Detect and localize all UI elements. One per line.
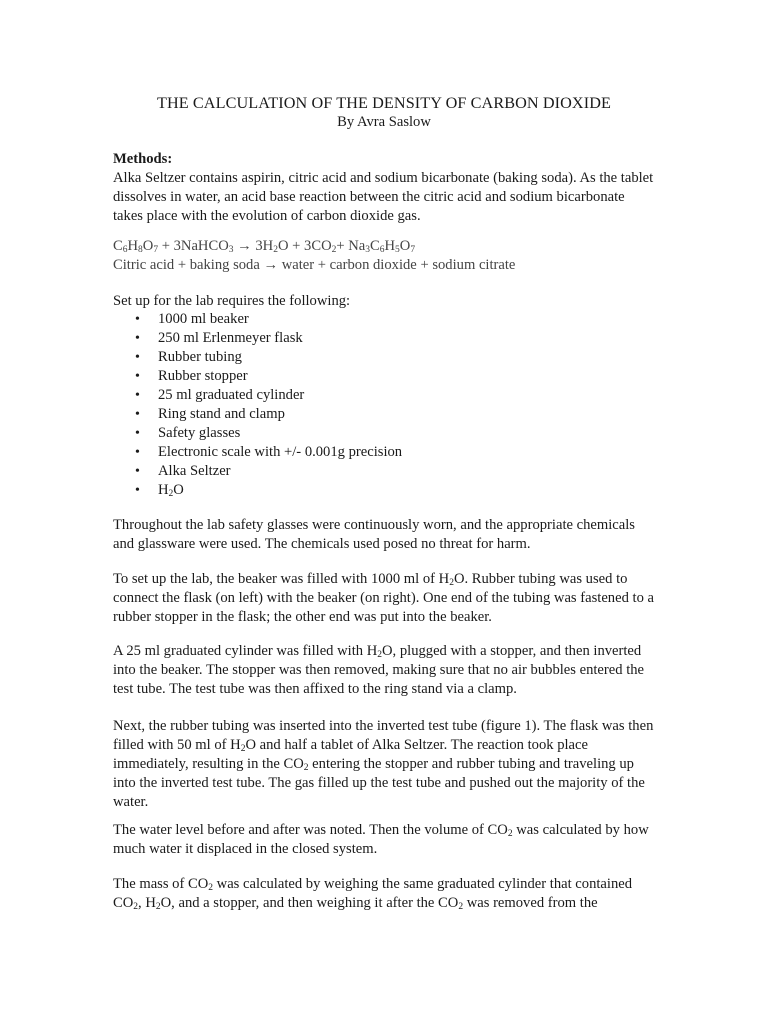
- bullet-icon: •: [135, 426, 140, 441]
- methods-intro-paragraph: Alka Seltzer contains aspirin, citric acid and sodium bicarbonate (baking soda). As the tablet dissolves in water, an acid base reaction between the citric acid and sodium bicarbonate takes place with the evolution of carbon dioxide gas.: [113, 169, 654, 224]
- list-item: • Ring stand and clamp: [135, 406, 285, 422]
- bullet-icon: •: [135, 331, 140, 346]
- bullet-icon: •: [135, 483, 140, 498]
- safety-paragraph: Throughout the lab safety glasses were continuously worn, and the appropriate chemicals and glassware were used. The chemicals used posed no threat for harm.: [113, 517, 635, 552]
- list-item: • $H_2O$: [135, 482, 184, 499]
- chemical-equation: $C_6H_8O_7$ + 3NaHCO$_3$ → $3H_2O + 3CO_2+ Na_3C_6H_5O_7$: [113, 238, 416, 255]
- list-item: • Safety glasses: [135, 425, 241, 441]
- reaction-paragraph: Next, the rubber tubing was inserted into the inverted test tube (figure 1). The flask was then filled with 50 ml of $H_2O$ and half a tablet of Alka Seltzer. The reaction took place immediately, resulting in the $CO_2$ entering the stopper and rubber tubing and traveling up into the inverted test tube. The gas filled up the test tube and pushed out the majority of the water.: [113, 718, 654, 810]
- list-item: • 25 ml graduated cylinder: [135, 387, 305, 403]
- document-author: By Avra Saslow: [337, 114, 431, 130]
- bullet-icon: •: [135, 407, 140, 422]
- document-title: THE CALCULATION OF THE DENSITY OF CARBON DIOXIDE: [157, 94, 611, 112]
- methods-section: [113, 150, 658, 226]
- bullet-icon: •: [135, 312, 140, 327]
- list-item: • Rubber stopper: [135, 368, 248, 384]
- bullet-icon: •: [135, 445, 140, 460]
- bullet-icon: •: [135, 464, 140, 479]
- bullet-icon: •: [135, 350, 140, 365]
- list-item: • Rubber tubing: [135, 349, 242, 365]
- methods-heading: Methods:: [113, 151, 173, 167]
- volume-paragraph: The water level before and after was noted. Then the volume of $CO_2$ was calculated by how much water it displaced in the closed system.: [113, 822, 649, 857]
- setup-paragraph: To set up the lab, the beaker was filled with 1000 ml of $H_2O$. Rubber tubing was used to connect the flask (on left) with the beaker (on right). One end of the tubing was fastened to a rubber stopper in the flask; the other end was put into the beaker.: [113, 571, 655, 625]
- cylinder-paragraph: A 25 ml graduated cylinder was filled with $H_2O$, plugged with a stopper, and then inverted into the beaker. The stopper was then removed, making sure that no air bubbles entered the test tube. The test tube was then affixed to the ring stand via a clamp.: [113, 643, 645, 697]
- word-equation: Citric acid + baking soda → water + carbon dioxide + sodium citrate: [113, 257, 516, 273]
- setup-intro: Set up for the lab requires the following:: [113, 293, 351, 309]
- list-item: • 250 ml Erlenmeyer flask: [135, 330, 303, 346]
- mass-paragraph: The mass of $CO_2$ was calculated by weighing the same graduated cylinder that contained $CO_2$, $H_2O$, and a stopper, and then weighing it after the $CO_2$ was removed from the: [113, 876, 633, 912]
- list-item: • Electronic scale with +/- 0.001g precision: [135, 444, 403, 460]
- equipment-list: [113, 310, 402, 500]
- list-item: • Alka Seltzer: [135, 463, 231, 479]
- bullet-icon: •: [135, 369, 140, 384]
- list-item: • 1000 ml beaker: [135, 311, 249, 327]
- bullet-icon: •: [135, 388, 140, 403]
